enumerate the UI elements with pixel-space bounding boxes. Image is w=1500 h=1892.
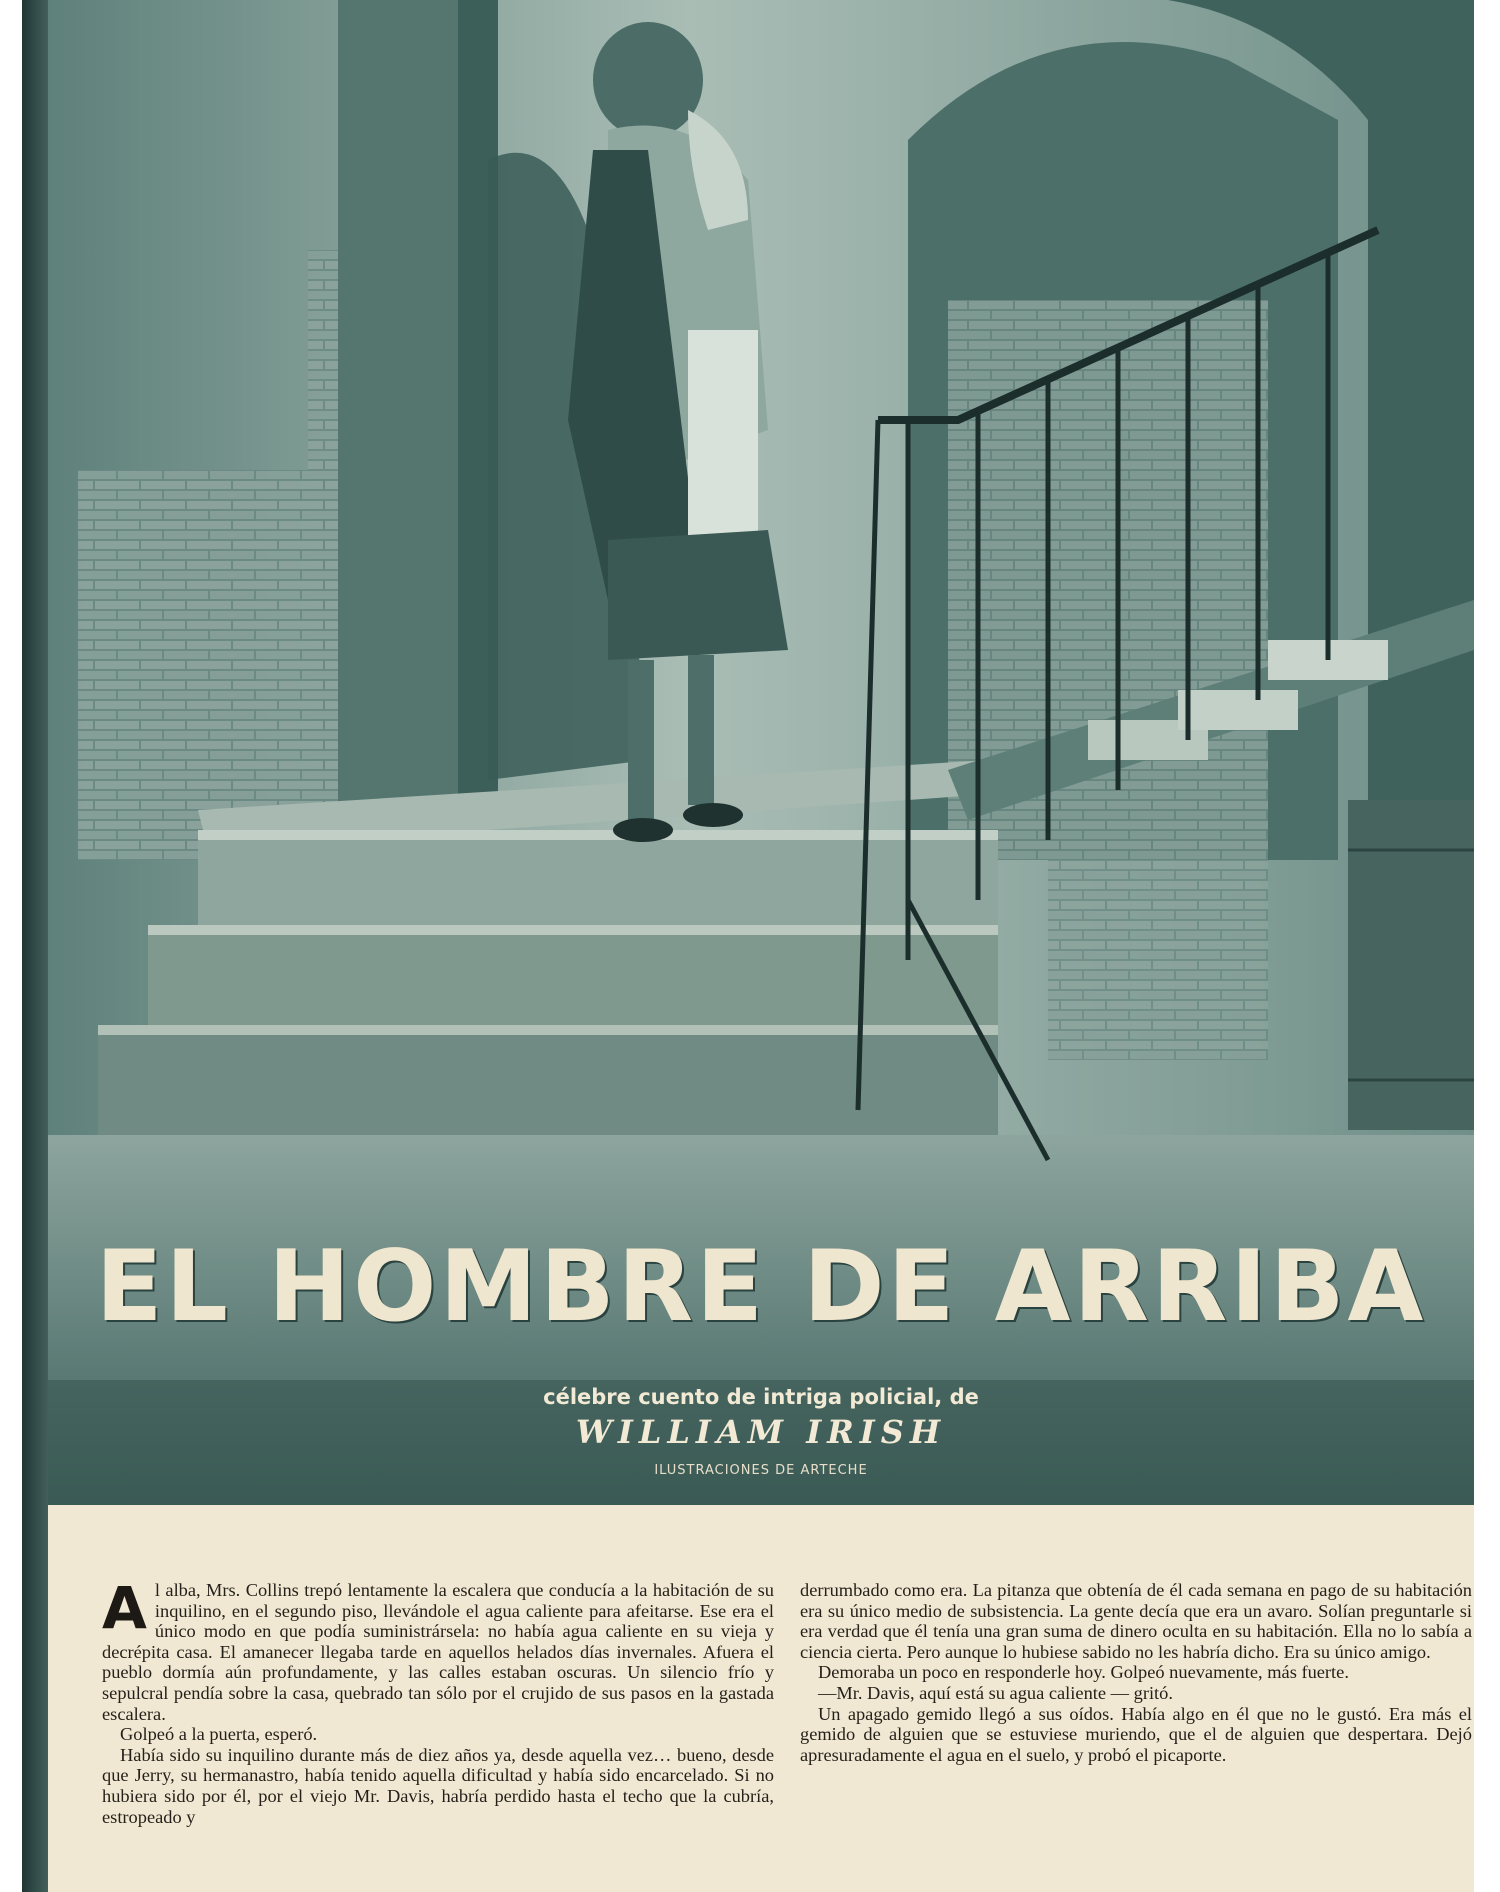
story-author: WILLIAM IRISH — [575, 1413, 947, 1451]
text-column-right — [800, 1580, 1472, 1765]
paragraph — [102, 1574, 774, 1724]
paragraph: Un apagado gemido llegó a sus oídos. Había algo en él que no le gustó. Era más el gemido de alguien que se estuviese muriendo, que el de alguien que despertara. Dejó apresuradamente el agua en el suelo, y probó el picaporte. — [800, 1703, 1472, 1765]
paragraph: derrumbado como era. La pitanza que obtenía de él cada semana en pago de su habitación era su único medio de subsistencia. La gente decía que era un avaro. Solían preguntarle si era verdad que él tenía una gran suma de dinero oculta en su habitación. Ella no lo sabía a ciencia cierta. Pero aunque lo hubiese sabido no les habría dicho. Era su único amigo. — [800, 1580, 1472, 1662]
paragraph-text: l alba, Mrs. Collins trepó lentamente la escalera que conducía a la habitación de su inquilino, en el segundo piso, llevándole el agua caliente para afeitarse. Ese era el único modo en que podía suministrársela: no había agua caliente en su vieja y decrépita casa. El amanecer llegaba tarde en aquellos helados días invernales. Afuera el pueblo dormía aún profundamente, y las calles estaban oscuras. Un silencio frío y sepulcral pendía sobre la casa, quebrado tan sólo por el crujido de sus pasos en la gastada escalera. — [102, 1580, 774, 1724]
story-subtitle: célebre cuento de intriga policial, de — [543, 1385, 979, 1409]
illustration-credit: ILUSTRACIONES DE ARTECHE — [654, 1463, 868, 1478]
text-column-left — [102, 1574, 774, 1827]
magazine-page — [22, 0, 1474, 1892]
drop-cap: A — [102, 1574, 147, 1642]
story-body — [102, 1574, 1472, 1880]
paragraph: Golpeó a la puerta, esperó. — [120, 1724, 318, 1745]
story-title: EL HOMBRE DE ARRIBA — [95, 1230, 1427, 1344]
page-edge-strip — [22, 0, 48, 1892]
paragraph: —Mr. Davis, aquí está su agua caliente — gritó. — [818, 1682, 1173, 1703]
paragraph: Demoraba un poco en responderle hoy. Golpeó nuevamente, más fuerte. — [818, 1662, 1349, 1683]
paragraph: Había sido su inquilino durante más de diez años ya, desde aquella vez… bueno, desde que Jerry, su hermanastro, había tenido aquella dificultad y había sido encarcelado. Si no hubiera sido por él, por el viejo Mr. Davis, habría perdido hasta el techo que la cubría, estropeado y — [102, 1744, 774, 1827]
story-illustration — [48, 0, 1474, 1505]
